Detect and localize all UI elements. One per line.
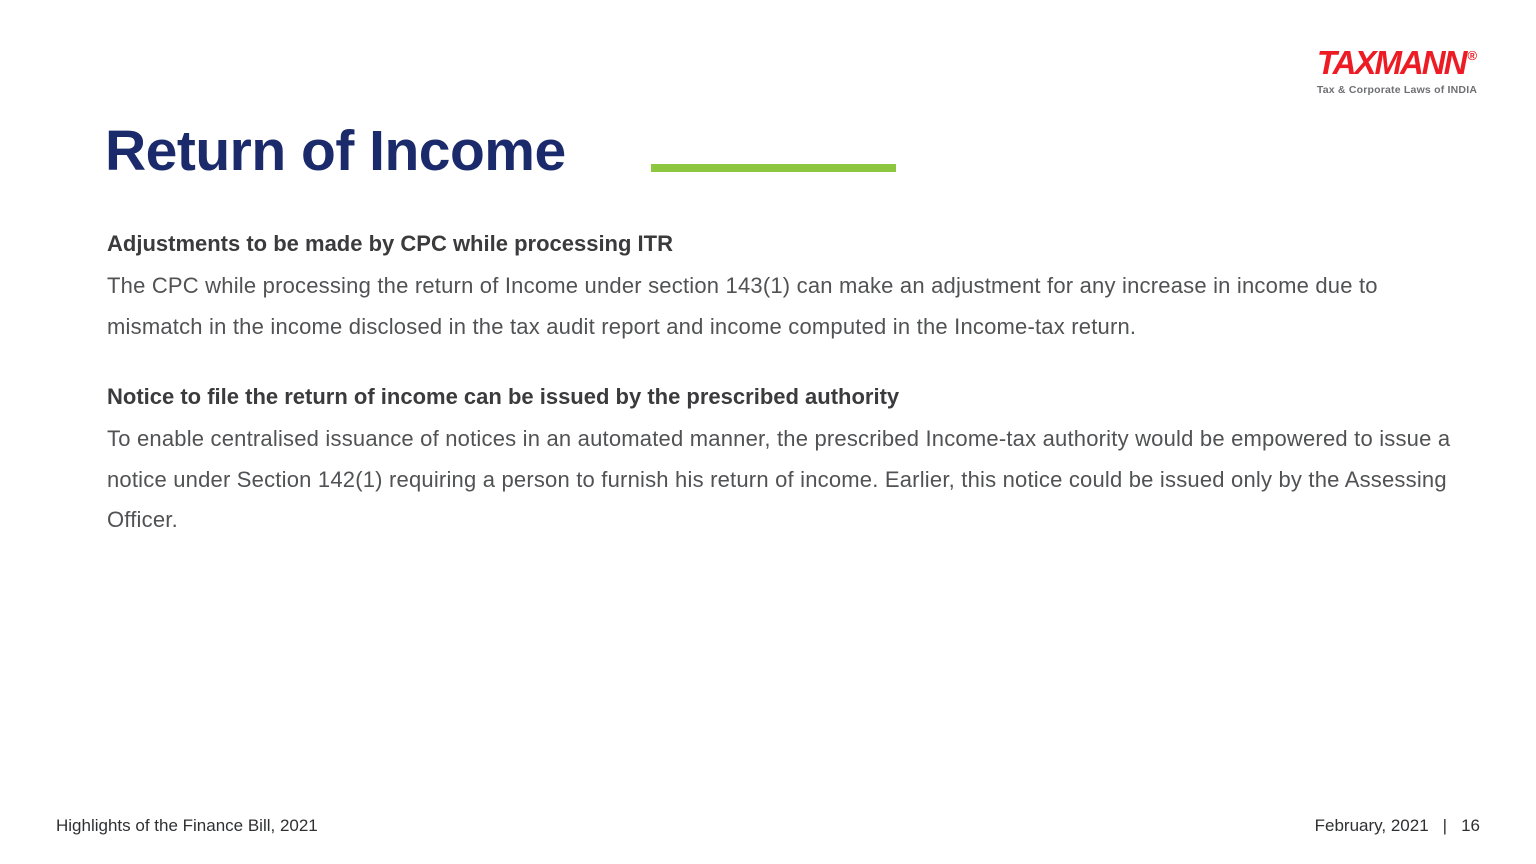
section-body: The CPC while processing the return of Income under section 143(1) can make an adjustment for any increase in income due to mismatch in the income disclosed in the tax audit report and income computed in the Income-tax return. (107, 273, 1378, 339)
section-cpc-adjustments (107, 230, 1455, 347)
section-notice-to-file (107, 383, 1455, 541)
content-area (107, 230, 1455, 541)
logo-wordmark (1312, 46, 1482, 79)
logo-tagline: Tax & Corporate Laws of INDIA (1316, 84, 1478, 96)
footer (56, 816, 1480, 836)
registered-trademark-icon: ® (1467, 48, 1478, 63)
section-body: To enable centralised issuance of notices in an automated manner, the prescribed Income-tax authority would be empowered to issue a notice under Section 142(1) requiring a person to furnish his return of income. Earlier, this notice could be issued only by the Assessing Officer. (107, 426, 1451, 532)
footer-page-number: 16 (1461, 816, 1480, 835)
logo-text: TAXMANN (1316, 44, 1466, 81)
footer-document-title: Highlights of the Finance Bill, 2021 (56, 816, 318, 835)
section-heading: Adjustments to be made by CPC while processing ITR (107, 231, 673, 256)
footer-divider: | (1442, 816, 1448, 835)
taxmann-logo (1312, 46, 1482, 96)
title-underline (651, 164, 896, 172)
page-title: Return of Income (105, 119, 566, 183)
footer-meta (1315, 816, 1480, 836)
section-heading: Notice to file the return of income can be issued by the prescribed authority (107, 384, 900, 409)
footer-date: February, 2021 (1314, 816, 1429, 835)
